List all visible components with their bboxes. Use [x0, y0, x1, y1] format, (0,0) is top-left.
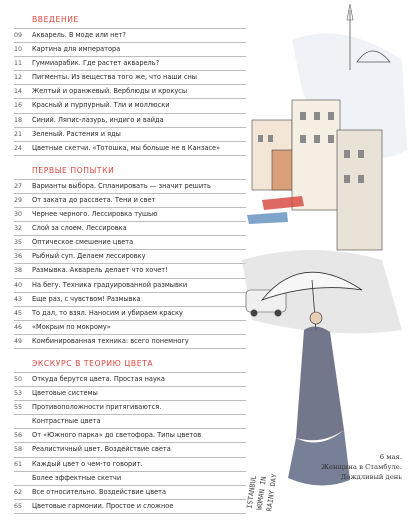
page-number: 43	[14, 295, 23, 303]
entry-title: Еще раз, с чувством! Размывка	[32, 294, 141, 303]
toc-entry[interactable]	[14, 264, 246, 278]
page-number: 10	[14, 46, 23, 54]
page-number: 53	[14, 390, 23, 398]
toc-entry[interactable]	[14, 222, 246, 236]
entry-title: Акварель. В моде или нет?	[32, 31, 126, 39]
page-number: 11	[14, 60, 23, 68]
page-number: 24	[14, 144, 23, 152]
toc-entry[interactable]	[14, 43, 246, 57]
entry-title: На бегу. Техника градуированной размывки	[32, 280, 188, 289]
caption-subject: Женщина в Стамбуле.	[321, 463, 402, 471]
entry-title: Комбинированная техника: всего понемногу	[32, 336, 189, 345]
entry-title: Цветные скетчи. «Тотошка, мы больше не в Канзасе»	[32, 143, 221, 152]
entry-title: Оптическое смешение цвета	[32, 238, 134, 247]
section-title: ЭКСКУРС В ТЕОРИЮ ЦВЕТА	[32, 358, 154, 368]
page-number: 49	[14, 337, 23, 345]
entry-title: То дал, то взял. Наносим и убираем краску	[32, 308, 183, 317]
entry-title: Цветовые гармонии. Простое и сложное	[32, 501, 174, 510]
entry-title: Все относительно. Воздействие цвета	[32, 487, 167, 496]
toc-entry[interactable]	[14, 250, 246, 264]
svg-text:WOMAN IN: WOMAN IN	[255, 476, 269, 511]
toc-entry[interactable]	[14, 486, 246, 500]
toc-entry[interactable]	[14, 401, 246, 415]
toc-entry[interactable]	[14, 28, 246, 43]
toc-entry[interactable]	[14, 179, 246, 194]
toc-entry[interactable]	[14, 335, 246, 349]
entry-title: Каждый цвет о чем-то говорит.	[32, 459, 143, 468]
page-number: 50	[14, 375, 23, 383]
page-number: 30	[14, 211, 23, 219]
entry-title: Варианты выбора. Спланировать — значит решить	[32, 181, 211, 190]
entry-title: Красный и пурпурный. Тли и моллюски	[32, 101, 170, 110]
toc-entry[interactable]	[14, 307, 246, 321]
page-number: 62	[14, 488, 23, 496]
toc-entry[interactable]	[14, 208, 246, 222]
toc-entry[interactable]	[14, 443, 246, 457]
car-wheel	[251, 310, 258, 317]
page-number: 36	[14, 253, 23, 261]
toc-entry[interactable]	[14, 99, 246, 113]
caption-date: 6 мая.	[379, 453, 402, 461]
entry-title: Зеленый. Растения и яды	[32, 129, 121, 138]
entry-title: Цветовые системы	[32, 389, 98, 398]
entry-title: Синий. Ляпис-лазурь, индиго и вайда	[32, 115, 164, 124]
toc-entry[interactable]	[14, 279, 246, 293]
page-number: 32	[14, 225, 23, 233]
toc-entry[interactable]	[14, 415, 246, 429]
toc-entry[interactable]	[14, 236, 246, 250]
toc-entry[interactable]	[14, 85, 246, 99]
page-number: 16	[14, 102, 23, 110]
page-number: 21	[14, 130, 23, 138]
toc-entry[interactable]	[14, 142, 246, 156]
toc-entry[interactable]	[14, 372, 246, 387]
entry-title: Гуммиарабик. Где растет акварель?	[32, 59, 160, 68]
toc-entry[interactable]	[14, 114, 246, 128]
entry-title: От «Южного парка» до светофора. Типы цветов	[32, 431, 202, 440]
entry-title: «Мокрым по мокрому»	[32, 322, 111, 331]
page-number: 46	[14, 323, 23, 331]
page-number: 58	[14, 446, 23, 454]
toc-entry[interactable]	[14, 429, 246, 443]
section-title: ПЕРВЫЕ ПОПЫТКИ	[32, 165, 115, 175]
table-of-contents	[14, 14, 246, 523]
page-number: 61	[14, 460, 23, 468]
entry-title: Контрастные цвета	[32, 417, 101, 426]
entry-title: Противоположности притягиваются.	[32, 403, 162, 412]
toc-entry[interactable]	[14, 293, 246, 307]
section-title: ВВЕДЕНИЕ	[32, 15, 79, 24]
toc-entry[interactable]	[14, 321, 246, 335]
awning-blue	[247, 212, 288, 224]
toc-entry[interactable]	[14, 194, 246, 208]
building-right	[337, 130, 382, 250]
page-number: 45	[14, 309, 23, 317]
entry-title: Чернее черного. Лессировка тушью	[32, 210, 158, 219]
page-number: 65	[14, 502, 23, 510]
toc-entry[interactable]	[14, 387, 246, 401]
entry-title: Размывка. Акварель делает что хочет!	[32, 266, 168, 275]
toc-entry[interactable]	[14, 458, 246, 472]
toc-entry[interactable]	[14, 71, 246, 85]
toc-section	[14, 358, 246, 514]
woman-coat	[296, 326, 344, 440]
toc-section	[14, 14, 246, 156]
entry-title: Желтый и оранжевый. Верблюды и крокусы	[32, 87, 188, 96]
page-number: 12	[14, 74, 23, 82]
caption-weather: Дождливый день	[340, 473, 402, 481]
toc-section	[14, 165, 246, 349]
illustration-caption	[306, 452, 402, 482]
toc-entry[interactable]	[14, 57, 246, 71]
handwritten-note	[246, 470, 279, 512]
toc-entry[interactable]	[14, 472, 246, 486]
page-number: 56	[14, 432, 23, 440]
entry-title: Более эффектные скетчи	[32, 473, 122, 482]
svg-text:ISTANBUL: ISTANBUL	[245, 474, 259, 510]
entry-title: Реалистичный цвет. Воздействие света	[32, 445, 171, 454]
page-number: 38	[14, 267, 23, 275]
watercolor-sketch-illustration	[232, 0, 410, 520]
page-number: 14	[14, 88, 23, 96]
entry-title: Пигменты. Из вещества того же, что наши сны	[32, 73, 197, 82]
entry-title: Картина для императора	[32, 45, 121, 54]
page-number: 40	[14, 281, 23, 289]
svg-text:RAINY DAY: RAINY DAY	[265, 473, 279, 512]
page-number: 18	[14, 116, 23, 124]
entry-title: Слой за слоем. Лессировка	[32, 224, 127, 233]
toc-entry[interactable]	[14, 500, 246, 514]
entry-title: Откуда берутся цвета. Простая наука	[32, 374, 165, 383]
entry-title: От заката до рассвета. Тени и свет	[32, 195, 156, 204]
page-number: 35	[14, 239, 23, 247]
car-wheel	[275, 310, 282, 317]
page-number: 27	[14, 182, 23, 190]
woman-head	[310, 312, 322, 324]
toc-entry[interactable]	[14, 128, 246, 142]
page-number: 09	[14, 32, 23, 39]
page-number: 55	[14, 404, 23, 412]
page-number: 29	[14, 196, 23, 204]
entry-title: Рыбный суп. Делаем лессировку	[32, 252, 146, 261]
